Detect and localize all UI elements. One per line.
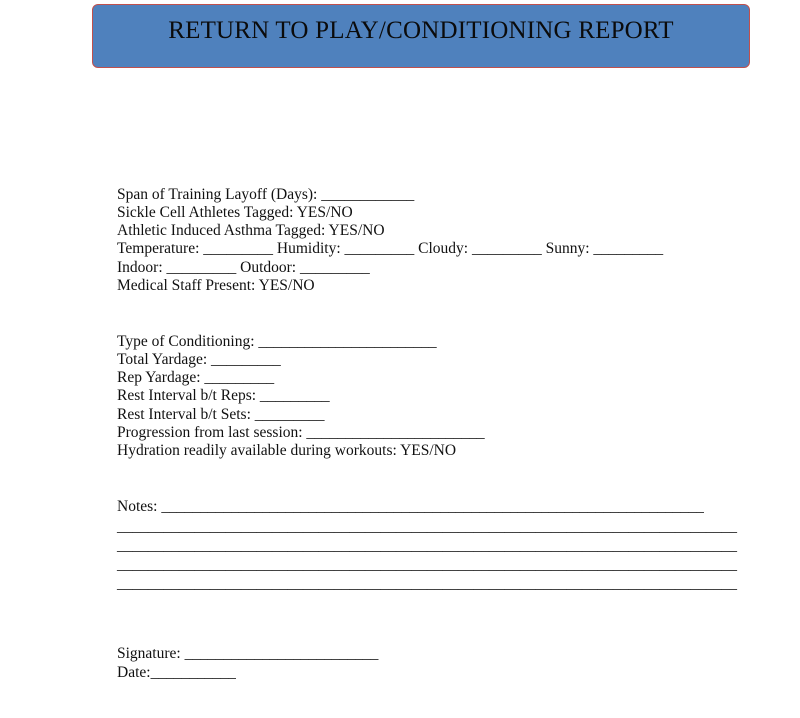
notes-blank-line: ________________________________________________________________________________ <box>117 518 737 535</box>
notes-blank-line: ________________________________________________________________________________ <box>117 556 737 573</box>
notes-blank-line: ________________________________________________________________________________ <box>117 537 737 554</box>
location-fields: Indoor: _________ Outdoor: _________ <box>117 259 370 276</box>
conditioning-type-field: Type of Conditioning: _______________________ <box>117 333 437 350</box>
asthma-field: Athletic Induced Asthma Tagged: YES/NO <box>117 222 385 239</box>
signature-field: Signature: _________________________ <box>117 645 379 662</box>
notes-field: Notes: ______________________________________________________________________ <box>117 498 704 515</box>
date-field: Date:___________ <box>117 664 236 681</box>
total-yardage-field: Total Yardage: _________ <box>117 351 281 368</box>
rep-yardage-field: Rep Yardage: _________ <box>117 369 275 386</box>
weather-fields: Temperature: _________ Humidity: _________ Cloudy: _________ Sunny: _________ <box>117 240 664 257</box>
medical-staff-field: Medical Staff Present: YES/NO <box>117 277 315 294</box>
rest-sets-field: Rest Interval b/t Sets: _________ <box>117 406 325 423</box>
rest-reps-field: Rest Interval b/t Reps: _________ <box>117 387 330 404</box>
progression-field: Progression from last session: _______________________ <box>117 424 485 441</box>
sickle-cell-field: Sickle Cell Athletes Tagged: YES/NO <box>117 204 353 221</box>
page-title: RETURN TO PLAY/CONDITIONING REPORT <box>168 17 674 44</box>
training-layoff-field: Span of Training Layoff (Days): ____________ <box>117 186 415 203</box>
title-banner <box>92 4 750 68</box>
notes-blank-line: ________________________________________________________________________________ <box>117 575 737 592</box>
hydration-field: Hydration readily available during workouts: YES/NO <box>117 442 457 459</box>
